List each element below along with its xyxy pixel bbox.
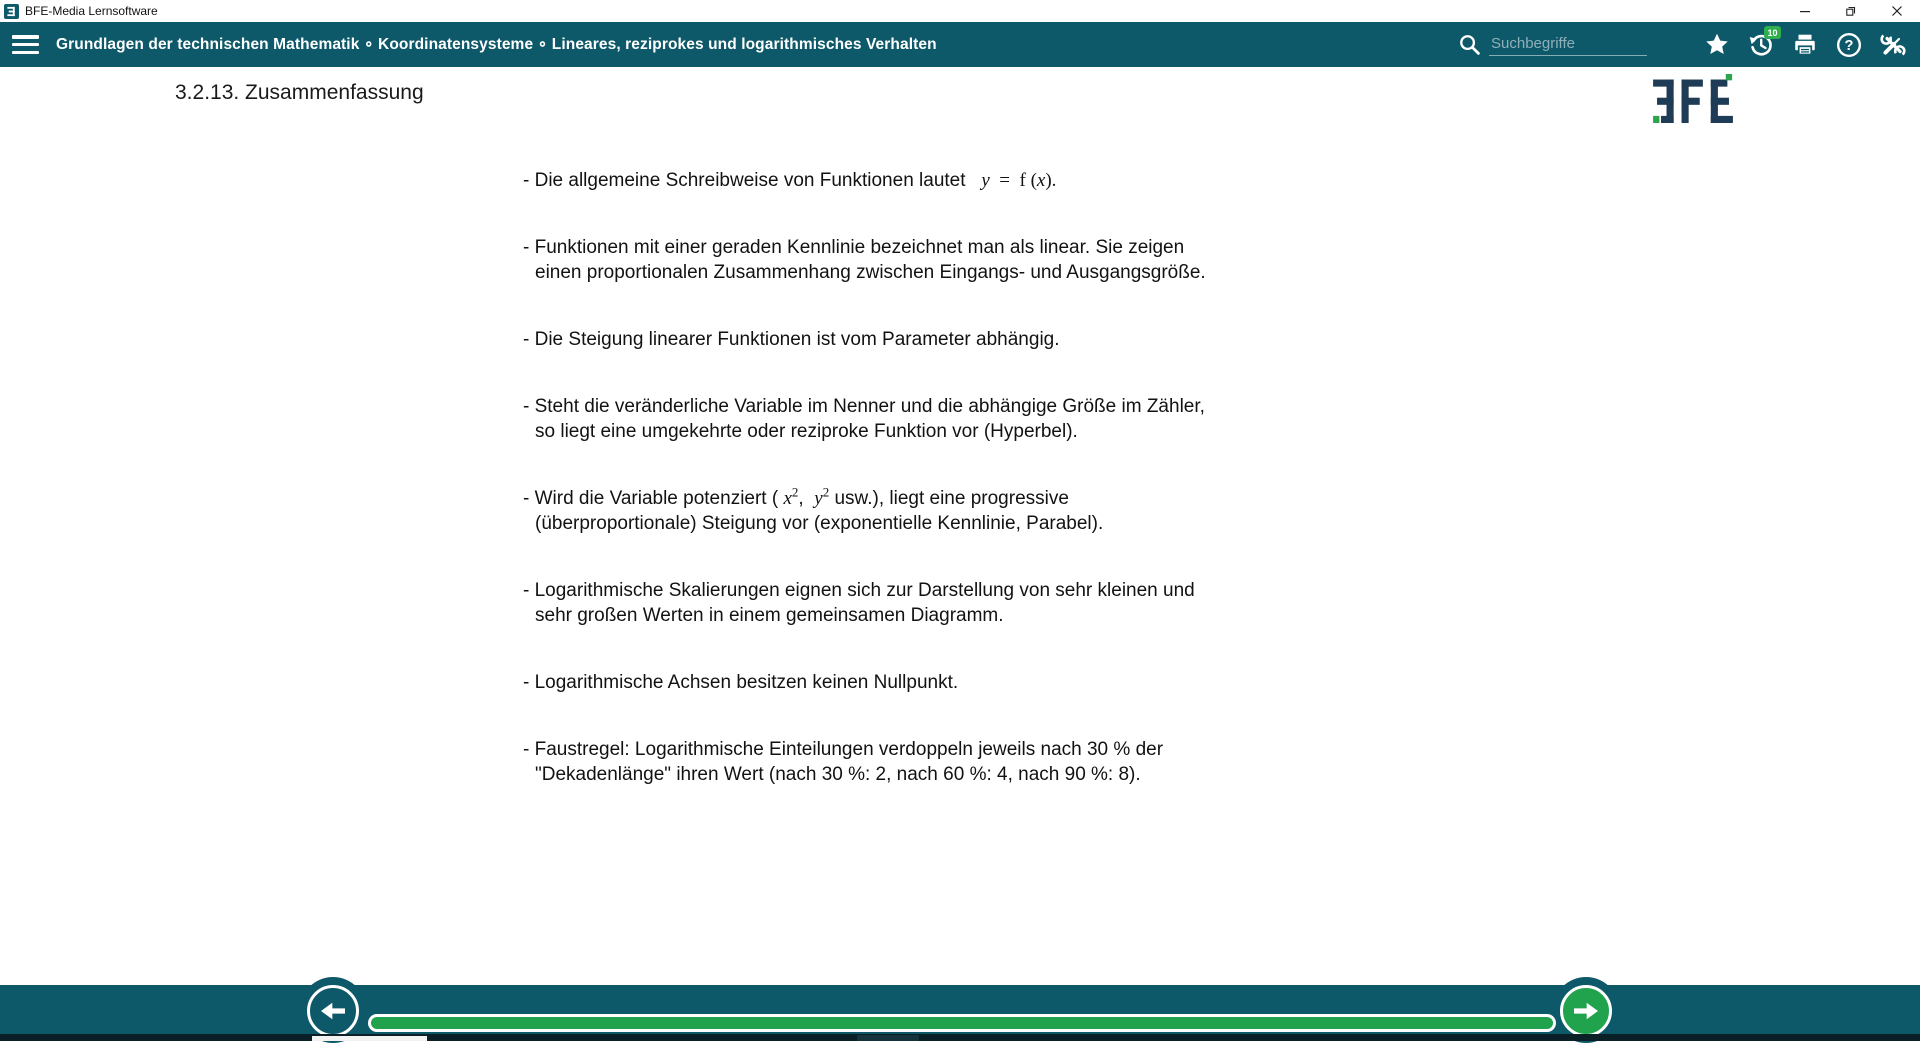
- bfe-app-icon: [4, 4, 19, 19]
- forward-arrow-icon: [1570, 995, 1602, 1027]
- summary-bullet: - Faustregel: Logarithmische Einteilungen verdoppeln jeweils nach 30 % der "Dekadenlänge" ihren Wert (nach 30 %: 2, nach 60 %: 4, nach 90 %: 8).: [523, 739, 1164, 785]
- summary-bullet: - Logarithmische Skalierungen eignen sich zur Darstellung von sehr kleinen und sehr großen Werten in einem gemeinsamen Diagramm.: [523, 580, 1195, 626]
- hamburger-icon: [12, 35, 39, 39]
- restore-icon: [1845, 5, 1857, 17]
- taskbar-sliver-teal: [857, 1035, 919, 1041]
- help-button[interactable]: [1835, 31, 1862, 58]
- close-button[interactable]: [1874, 0, 1920, 22]
- summary-bullet: - Funktionen mit einer geraden Kennlinie bezeichnet man als linear. Sie zeigen einen proportionalen Zusammenhang zwischen Eingangs- und Ausgangsgröße.: [523, 237, 1206, 283]
- tools-button[interactable]: [1879, 31, 1906, 58]
- favorites-button[interactable]: [1703, 31, 1730, 58]
- search-group: [1458, 33, 1647, 56]
- summary-bullet: - Wird die Variable potenziert ( $x^2$, $y^2$ usw.), liegt eine progressive (überproportionale) Steigung vor (exponentielle Kennlinie, Parabel).: [523, 484, 1104, 534]
- restore-button[interactable]: [1828, 0, 1874, 22]
- svg-text:?: ?: [1844, 37, 1853, 54]
- main-header: [0, 22, 1920, 67]
- breadcrumb: Grundlagen der technischen Mathematik ∘ Koordinatensysteme ∘ Lineares, reziprokes und logarithmisches Verhalten: [56, 36, 937, 53]
- window-title: BFE-Media Lernsoftware: [25, 4, 158, 18]
- close-icon: [1891, 5, 1903, 17]
- minimize-button[interactable]: [1782, 0, 1828, 22]
- back-arrow-icon: [317, 995, 349, 1027]
- window-controls: [1782, 0, 1920, 22]
- summary-bullet: - Steht die veränderliche Variable im Nenner und die abhängige Größe im Zähler, so liegt eine umgekehrte oder reziproke Funktion vor (Hyperbel).: [523, 396, 1205, 442]
- summary-list: [523, 168, 1383, 829]
- taskbar-sliver-light: [312, 1036, 427, 1041]
- back-button[interactable]: [307, 985, 359, 1037]
- tools-icon: [1880, 32, 1906, 58]
- minimize-icon: [1799, 5, 1811, 17]
- search-input[interactable]: [1489, 33, 1647, 56]
- star-icon: [1704, 32, 1730, 58]
- history-button[interactable]: [1747, 27, 1778, 58]
- printer-icon: [1792, 32, 1818, 58]
- progress-fill: [371, 1017, 1553, 1029]
- summary-bullet: - Die allgemeine Schreibweise von Funktionen lautet y = f (x).: [523, 170, 1057, 191]
- forward-button[interactable]: [1560, 985, 1612, 1037]
- summary-bullet: - Die Steigung linearer Funktionen ist vom Parameter abhängig.: [523, 329, 1060, 350]
- print-button[interactable]: [1791, 31, 1818, 58]
- bfe-logo-graphic: [1645, 74, 1741, 123]
- progress-track[interactable]: [368, 1014, 1556, 1032]
- bfe-app-glyph: [6, 6, 17, 17]
- menu-button[interactable]: [12, 35, 39, 54]
- summary-bullet: - Logarithmische Achsen besitzen keinen Nullpunkt.: [523, 672, 959, 693]
- help-icon: [1836, 32, 1862, 58]
- page-title: 3.2.13. Zusammenfassung: [175, 81, 424, 104]
- taskbar-edge: [0, 1034, 1920, 1041]
- history-badge: 10: [1764, 26, 1781, 39]
- window-titlebar: [0, 0, 1920, 22]
- header-icons: [1703, 27, 1906, 58]
- bfe-logo: [1645, 74, 1741, 128]
- search-icon[interactable]: [1458, 33, 1481, 56]
